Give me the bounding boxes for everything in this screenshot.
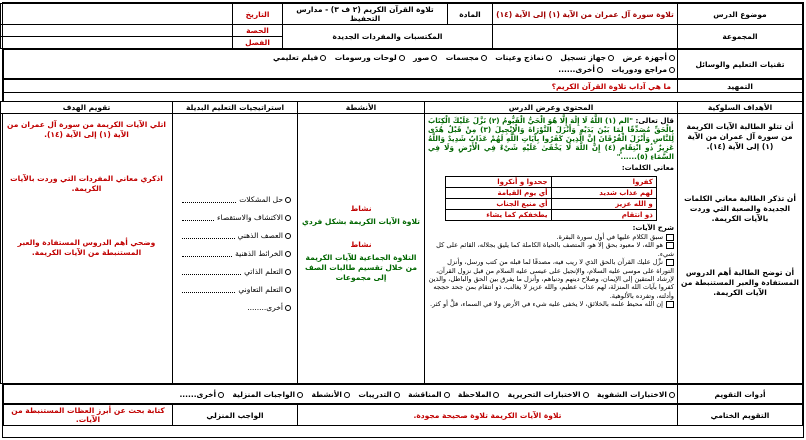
assessment-option[interactable]: الواجبات المنزلية [232,390,303,399]
assessment-option[interactable]: التدريبات [358,390,399,399]
tool-option[interactable]: أخرى...... [558,64,603,76]
group-value [493,25,678,49]
objective-item: أن تتلو الطالبة الآيات الكريمة من سورة آل عمران من الآية (١) إلى الآية (١٤). [686,122,794,151]
list-item: سبق الكلام عليها في أول سورة البقرة. [428,233,674,241]
radio-icon [444,392,450,398]
final-text: تلاوة الآيات الكريمة تلاوة صحيحة مجودة. [298,405,678,426]
col-strategies: استراتيجيات التعليم البديلة [173,102,298,114]
radio-icon [399,55,405,61]
activity-text: تلاوة الآيات الكريمة بشكل فردي [302,217,420,226]
strategy-item[interactable]: أخرى........ [179,303,291,312]
table-row: و الله عزيز أي منيع الجناب [446,199,657,210]
dotted-line [182,233,235,239]
words-label: معاني الكلمات: [621,164,674,172]
lesson-topic-label: موضوع الدرس [678,4,803,25]
radio-icon [493,392,499,398]
radio-icon [320,55,326,61]
radio-icon [285,305,291,311]
objective-item: أن توضح الطالبة أهم الدروس المستفادة والعبر المستنبطة من الآيات الكريمة. [681,268,799,297]
explain-label: شرح الآيات: [632,224,674,232]
homework-text: كتابة بحث عن أبرز العظات المستنبطة من الآيات. [4,405,173,426]
subject-label: المادة [448,4,493,25]
strategy-item[interactable]: الخرائط الذهنية [179,249,291,258]
intro-label: التمهيد [678,80,803,93]
table-row: ذو انتقام يطخفكم كما يشاء [446,210,657,221]
strategy-item[interactable]: العصف الذهني [179,231,291,240]
radio-icon [285,287,291,293]
dotted-line [182,269,241,275]
assessment-option[interactable]: أخرى...... [179,390,224,399]
spacer [3,93,803,101]
content-cell [425,114,678,384]
header-table [0,3,803,49]
evaluation-item: اتلي الآيات الكريمة من سورة آل عمران من الآية (١) إلى الآية (١٤). [7,120,166,139]
bullet-icon [666,234,674,241]
activity-title: نشاط [350,240,372,249]
tool-option[interactable]: فيلم تعليمي [273,52,326,64]
radio-icon [669,392,675,398]
main-table [0,101,803,384]
radio-icon [285,233,291,239]
tool-option[interactable]: جهاز تسجيل [560,52,614,64]
lesson-topic: تلاوة سورة آل عمران من الآية (١) إلى الآية (١٤) [493,4,678,25]
radio-icon [481,55,487,61]
col-objectives: الأهداف السلوكية [678,102,803,114]
table-row: لهم عذاب شديد أي يوم القيامة [446,188,657,199]
col-content: المحتوى وعرض الدرس [425,102,678,114]
radio-icon [597,67,603,73]
radio-icon [285,215,291,221]
subject: تلاوة القرآن الكريم (٢ ف ٣) - مدارس التحفيظ [283,4,448,25]
radio-icon [608,55,614,61]
tool-option[interactable]: صور [413,52,437,64]
radio-icon [344,392,350,398]
assessment-label: أدوات التقويم [678,385,803,404]
radio-icon [583,392,589,398]
radio-icon [285,197,291,203]
activities-cell [298,114,425,384]
evaluation-cell [1,114,173,384]
intro-table [3,79,803,93]
intro-question: ما هي آداب تلاوة القرآن الكريم؟ [4,80,678,93]
tools-label: تقنيات التعليم والوسائل [678,50,803,79]
assessment-table [3,384,803,404]
radio-icon [218,392,224,398]
tool-option[interactable]: نماذج وعينات [495,52,552,64]
class-value [1,37,233,49]
group-label: المجموعة [678,25,803,49]
assessment-option[interactable]: الاختبارات التحريرية [508,390,589,399]
class-label: الفصل [233,37,283,49]
tools-table [3,49,803,79]
col-activities: الأنشطة [298,102,425,114]
radio-icon [669,67,675,73]
prior-knowledge-label: المكتسبات والمفردات الجديدة [283,25,493,49]
assessment-option[interactable]: المناقشة [408,390,449,399]
objective-item: أن تذكر الطالبة معاني الكلمات الجديدة والصعبة التي وردت بالآيات الكريمة. [684,194,796,223]
assessment-options [4,385,678,404]
table-row: كفروا جحدوا و أنكروا [446,177,657,188]
evaluation-item: وضحي أهم الدروس المستفادة والعبر المستنبطة من الآيات الكريمة. [17,238,156,257]
strategy-item[interactable]: التعلم التعاوني [179,285,291,294]
verses-text: قال تعالى: "الم (١) اللَّهُ لَا إِلَٰهَ إِلَّا هُوَ الْحَيُّ الْقَيُّومُ (٢) نَزَّلَ عَلَيْكَ الْكِتَابَ بِالْحَقِّ مُصَدِّقًا لِمَا بَيْنَ يَدَيْهِ وَأَنْزَلَ التَّوْرَاةَ وَالْإِنْجِيلَ (٣) مِنْ قَبْلُ هُدًى لِلنَّاسِ وَأَنْزَلَ الْفُرْقَانَ إِنَّ الَّذِينَ كَفَرُوا بِآيَاتِ اللَّهِ لَهُمْ عَذَابٌ شَدِيدٌ وَاللَّهُ عَزِيزٌ ذُو انْتِقَامٍ (٤) إِنَّ اللَّهَ لَا يَخْفَىٰ عَلَيْهِ شَيْءٌ فِي الْأَرْضِ وَلَا فِي السَّمَاءِ (٥)......" [428,116,674,161]
assessment-option[interactable]: الأنشطة [312,390,350,399]
period-label: الحصة [233,25,283,37]
strategies-cell [173,114,298,384]
explain-list [428,233,674,309]
col-evaluation: تقويم الهدف [1,102,173,114]
dotted-line [182,215,214,221]
radio-icon [431,55,437,61]
final-label: التقويم الختامي [678,405,803,426]
objectives-cell [678,114,803,384]
radio-icon [394,392,400,398]
evaluation-item: اذكري معاني المفردات التي وردت بالآيات الكريمة. [10,174,163,193]
date-label: التاريخ [233,4,283,25]
strategy-item[interactable]: حل المشكلات [179,195,291,204]
lesson-plan [2,2,804,438]
tool-option[interactable]: مراجع ودوريات [611,64,675,76]
bullet-icon [666,301,674,308]
tool-option[interactable]: مجسمات [446,52,487,64]
dotted-line [182,287,235,293]
list-item: هو الله، لا معبود بحق إلا هو، المتصف بالحياة الكاملة كما يليق بجلاله، القائم على كل شيء. [436,241,674,258]
words-table [445,176,657,221]
final-table [3,404,803,426]
homework-label: الواجب المنزلي [173,405,298,426]
radio-icon [546,55,552,61]
list-item: إن الله محيط علمه بالخلائق، لا يخفى عليه شيء في الأرض ولا في السماء، قلَّ أو كثر. [428,300,674,308]
assessment-option[interactable]: الملاحظة [458,390,499,399]
bullet-icon [666,259,674,266]
activity-title: نشاط [350,204,372,213]
radio-icon [285,251,291,257]
tools-options [4,50,678,79]
radio-icon [669,55,675,61]
dotted-line [182,197,236,203]
bullet-icon [666,242,674,249]
tool-option[interactable]: أجهزة عرض [622,52,675,64]
radio-icon [285,269,291,275]
period-value [1,25,233,37]
strategy-item[interactable]: التعلم الذاتي [179,267,291,276]
strategy-item[interactable]: الاكتشاف والاستقصاء [179,213,291,222]
assessment-option[interactable]: الاختبارات الشفوية [597,390,675,399]
dotted-line [182,251,232,257]
list-item: نزَّل عليك القرآن بالحق الذي لا ريب فيه، مصدقًا لما قبله من كتب ورسل، وأنزل التوراة على موسى عليه السلام، والإنجيل على عيسى عليه السلام من قبل نزول القرآن، لإرشاد المتقين إلى الإيمان، وصلاح دينهم ودنياهم، وأنزل ما يفرق بين الحق والباطل، والذين كفروا بآيات الله المنزلة، لهم عذاب عظيم، والله عزيز لا يغالب، ذو انتقام بمن جحد حججه وأدلته، وتفرده بالألوهية. [428,258,674,300]
activity-text: التلاوة الجماعية للآيات الكريمة من خلال تقسيم طالبات الصف إلى مجموعات [304,253,418,282]
radio-icon [297,392,303,398]
date-value [1,4,233,25]
tool-option[interactable]: لوحات ورسومات [335,52,405,64]
